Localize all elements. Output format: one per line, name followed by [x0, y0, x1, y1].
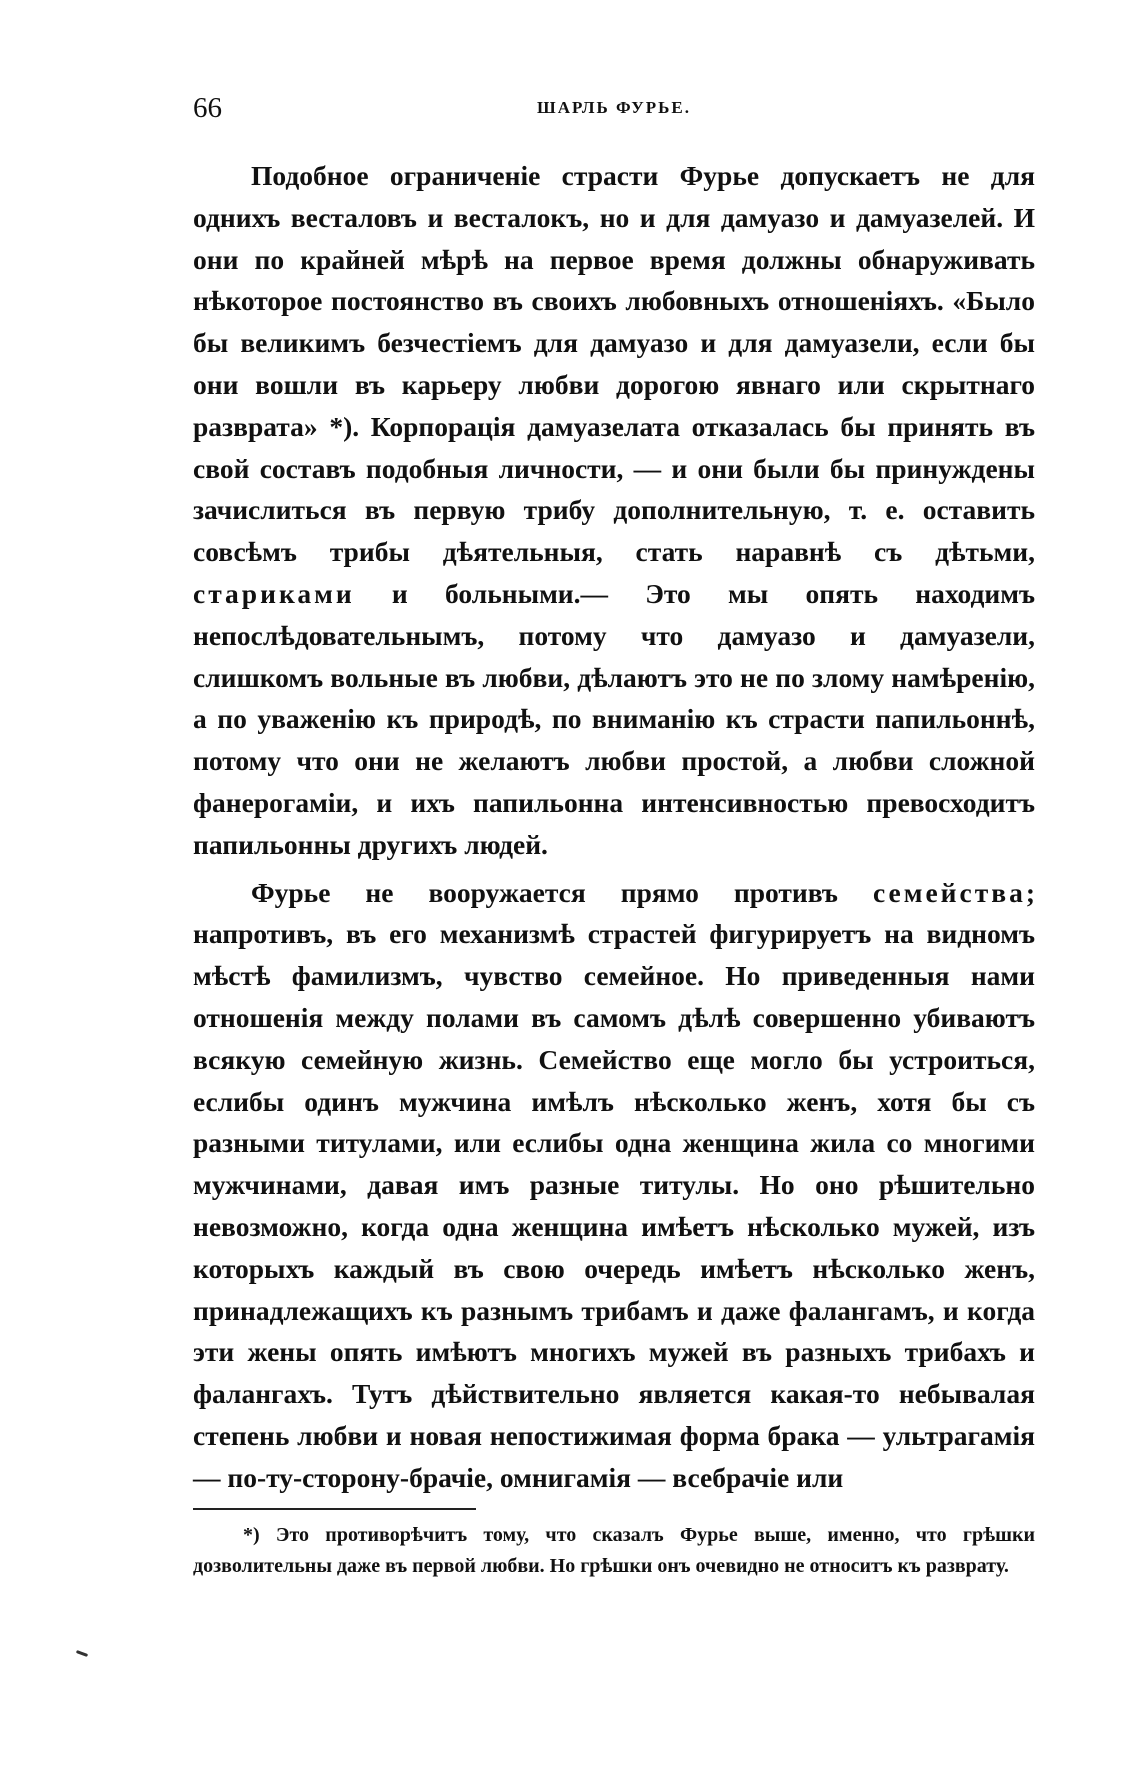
paragraph-2-text-a: Фурье не вооружается прямо противъ — [251, 876, 873, 908]
paragraph-2 — [193, 872, 1035, 1499]
paragraph-2-text-b: ; напротивъ, въ его механизмѣ страстей фигурируетъ на видномъ мѣстѣ фамилизмъ, чувство семейное. Но приведенныя нами отношенія между полами въ самомъ дѣлѣ совершенно убиваютъ всякую семейную жизнь. Семейство еще могло бы устроиться, еслибы одинъ мужчина имѣлъ нѣсколько женъ, хотя бы съ разными титулами, или еслибы одна женщина жила со многими мужчинами, давая имъ разные титулы. Но оно рѣшительно невозможно, когда одна женщина имѣетъ нѣсколько мужей, изъ которыхъ каждый въ свою очередь имѣетъ нѣсколько женъ, принадлежащихъ къ разнымъ трибамъ и даже фалангамъ, и когда эти жены опять имѣютъ многихъ мужей въ разныхъ трибахъ и фалангахъ. Тутъ дѣйствительно является какая-то небывалая степень любви и новая непостижимая форма брака — ультрагамія — по-ту-сторону-брачіе, омнигамія — всебрачіе или — [193, 876, 1035, 1493]
footnote: *) Это противорѣчитъ тому, что сказалъ Фурье выше, именно, что грѣшки дозволительны даже въ первой любви. Но грѣшки онъ очевидно не относитъ къ разврату. — [193, 1524, 1035, 1577]
paragraph-1-emphasis: стариками — [193, 577, 355, 609]
main-text — [193, 155, 1035, 1499]
page-number: 66 — [193, 92, 222, 124]
paragraph-2-emphasis: семейства — [872, 876, 1026, 908]
paper-speck — [76, 1650, 88, 1657]
paragraph-1-text-b: и больными.— Это мы опять находимъ непослѣдовательнымъ, потому что дамуазо и дамуазели, слишкомъ вольные въ любви, дѣлаютъ это не по злому намѣренію, а по уваженію къ природѣ, по вниманію къ страсти папильоннѣ, потому что они не желаютъ любви простой, а любви сложной фанерогаміи, и ихъ папильонна интенсивностью превосходитъ папильонны другихъ людей. — [193, 577, 1035, 860]
running-title: ШАРЛЬ ФУРЬЕ. — [537, 98, 691, 117]
footnote-rule — [193, 1508, 476, 1510]
paragraph-1 — [193, 155, 1035, 866]
paragraph-1-text-a: Подобное ограниченіе страсти Фурье допускаетъ не для однихъ весталовъ и весталокъ, но и для дамуазо и дамуазелей. И они по крайней мѣрѣ на первое время должны обнаруживать нѣкоторое постоянство въ своихъ любовныхъ отношеніяхъ. «Было бы великимъ безчестіемъ для дамуазо и для дамуазели, если бы они вошли въ карьеру любви дорогою явнаго или скрытнаго разврата» *). Корпорація дамуазелата отказалась бы принять въ свой составъ подобныя личности, — и они были бы принуждены зачислиться въ первую трибу дополнительную, т. е. оставить совсѣмъ трибы дѣятельныя, стать наравнѣ съ дѣтьми, — [193, 160, 1035, 568]
page-header — [193, 92, 1035, 128]
